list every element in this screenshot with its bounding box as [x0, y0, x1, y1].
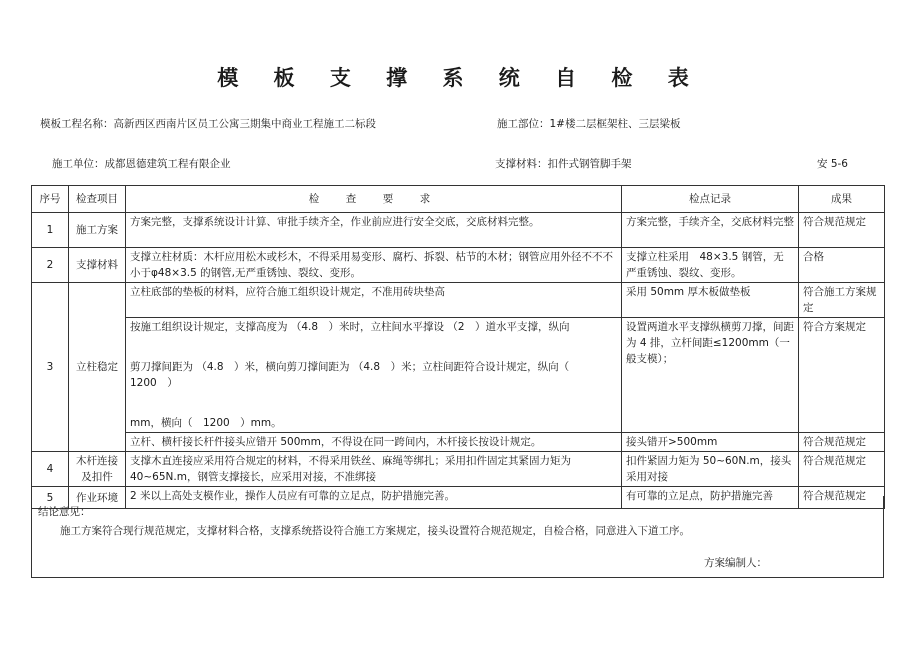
row-no: 2 — [32, 248, 69, 283]
col-record: 检点记录 — [622, 186, 799, 213]
row-result: 符合规范规定 — [799, 452, 885, 487]
col-requirement: 检 查 要 求 — [126, 186, 622, 213]
row-result: 符合规范规定 — [799, 433, 885, 452]
row-record: 方案完整，手续齐全，交底材料完整 — [622, 213, 799, 248]
project-name — [40, 116, 376, 131]
row-record: 采用 50mm 厚木板做垫板 — [622, 283, 799, 318]
conclusion-box — [31, 496, 884, 578]
row-result: 合格 — [799, 248, 885, 283]
row-record: 支撑立柱采用 48×3.5 钢管，无严重锈蚀、裂纹、变形。 — [622, 248, 799, 283]
row-requirement: 支撑木直连接应采用符合规定的材料，不得采用铁丝、麻绳等绑扎；采用扣件固定其紧固力矩为 40~65N.m，钢管支撑接长，应采用对接，不准绑接 — [126, 452, 622, 487]
material-label: 支撑材料： — [495, 158, 548, 170]
row-item: 木杆连接及扣件 — [69, 452, 126, 487]
unit-value: 成都恩德建筑工程有限企业 — [104, 158, 231, 170]
row-record: 扣件紧固力矩为 50~60N.m，接头采用对接 — [622, 452, 799, 487]
table-header-row — [32, 186, 885, 213]
table-row — [32, 318, 885, 433]
table-row — [32, 433, 885, 452]
row-result: 符合规范规定 — [799, 213, 885, 248]
col-no: 序号 — [32, 186, 69, 213]
row-no: 1 — [32, 213, 69, 248]
row-item: 支撑材料 — [69, 248, 126, 283]
col-result: 成果 — [799, 186, 885, 213]
table-row — [32, 283, 885, 318]
row-requirement: 方案完整，支撑系统设计计算、审批手续齐全，作业前应进行安全交底，交底材料完整。 — [126, 213, 622, 248]
row-record: 设置两道水平支撑纵横剪刀撑，间距为 4 排，立杆间距≤1200mm（一般支模）； — [622, 318, 799, 433]
requirement-line: 按施工组织设计规定，支撑高度为 （4.8 ）米时，立柱间水平撑设 （2 ）道水平支撑，纵向 — [130, 321, 570, 333]
material-value: 扣件式钢管脚手架 — [547, 158, 632, 170]
construction-location — [497, 116, 680, 131]
location-value: 1#楼二层框架柱、三层梁板 — [549, 118, 681, 130]
project-label: 模板工程名称： — [40, 118, 114, 130]
conclusion-heading: 结论意见： — [38, 506, 91, 518]
support-material — [495, 156, 632, 171]
row-requirement: 2 米以上高处支模作业，操作人员应有可靠的立足点，防护措施完善。 — [126, 487, 622, 509]
requirement-line: mm，横向（ 1200 ）mm。 — [130, 417, 282, 429]
row-result: 符合方案规定 — [799, 318, 885, 433]
row-no: 3 — [32, 283, 69, 452]
row-item: 立柱稳定 — [69, 283, 126, 452]
page-title: 模 板 支 撑 系 统 自 检 表 — [217, 66, 703, 90]
location-label: 施工部位： — [497, 118, 550, 130]
row-item: 施工方案 — [69, 213, 126, 248]
conclusion-text: 施工方案符合现行规范规定，支撑材料合格，支撑系统搭设符合施工方案规定，接头设置符合规范规定，自检合格，同意进入下道工序。 — [60, 525, 690, 537]
row-requirement — [126, 318, 622, 433]
row-no: 4 — [32, 452, 69, 487]
signature-label: 方案编制人： — [704, 557, 767, 569]
row-requirement: 支撑立柱材质：木杆应用松木或杉木，不得采用易变形、腐朽、拆裂、枯节的木材；钢管应用外径不不不小于φ48×3.5 的钢管,无严重锈蚀、裂纹、变形。 — [126, 248, 622, 283]
row-record: 接头错开>500mm — [622, 433, 799, 452]
form-number: 安 5-6 — [817, 158, 848, 170]
inspection-table — [31, 185, 885, 509]
unit-label: 施工单位： — [52, 158, 105, 170]
requirement-line: 剪刀撑间距为 （4.8 ）米，横向剪刀撑间距为 （4.8 ）米；立柱间距符合设计规定，纵向（ 1200 ） — [130, 361, 580, 389]
row-record: 有可靠的立足点，防护措施完善 — [622, 487, 799, 509]
project-value: 高新西区西南片区员工公寓三期集中商业工程施工二标段 — [113, 118, 376, 130]
construction-unit — [52, 156, 231, 171]
row-no: 5 — [32, 487, 69, 509]
table-row — [32, 452, 885, 487]
table-row — [32, 213, 885, 248]
col-item: 检查项目 — [69, 186, 126, 213]
row-result: 符合施工方案规定 — [799, 283, 885, 318]
table-row — [32, 248, 885, 283]
row-requirement: 立柱底部的垫板的材料，应符合施工组织设计规定，不准用砖块垫高 — [126, 283, 622, 318]
row-item: 作业环境 — [69, 487, 126, 509]
row-requirement: 立杆、横杆接长杆件接头应错开 500mm，不得设在同一跨间内，木杆接长按设计规定。 — [126, 433, 622, 452]
row-result: 符合规范规定 — [799, 487, 885, 509]
